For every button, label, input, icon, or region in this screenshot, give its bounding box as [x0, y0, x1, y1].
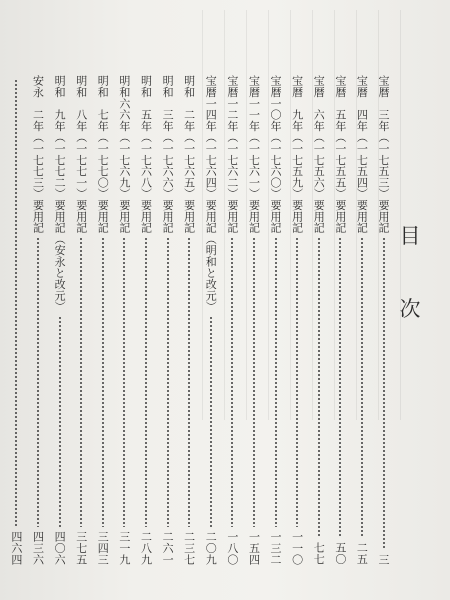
entry-label: 宝暦一一年（一七六一）要用記	[247, 75, 261, 234]
title-char-2: 次	[399, 297, 421, 321]
entry-page-number: 四三六	[31, 530, 45, 565]
toc-entry	[159, 75, 176, 565]
entry-page-number: 一三二	[269, 530, 283, 565]
entry-label: 明和六六年（一七六九）要用記	[117, 75, 131, 234]
toc-entry	[137, 75, 154, 565]
entry-label: 宝暦 五年（一七五五）要用記	[333, 75, 347, 234]
toc-entry	[332, 75, 349, 565]
entry-page-number: 七七	[312, 542, 326, 565]
toc-entry	[289, 75, 306, 565]
entry-page-number: 三一九	[117, 530, 131, 565]
entry-page-number: 三七五	[74, 530, 88, 565]
entry-label: 明和 三年（一七六六）要用記	[161, 75, 175, 234]
dot-leader	[275, 237, 277, 526]
entry-page-number: 二六一	[161, 530, 175, 565]
entry-page-number: 三	[377, 553, 390, 565]
dot-leader	[123, 237, 125, 526]
entry-label: 宝暦 三年（一七五三）要用記	[377, 75, 390, 234]
toc-entry	[310, 75, 327, 565]
entry-page-number: 二五	[355, 542, 369, 565]
entry-page-number: 二八九	[139, 530, 153, 565]
entry-label: 宝暦 六年（一七五六）要用記	[312, 75, 326, 234]
dot-leader	[296, 237, 298, 526]
dot-leader	[102, 237, 104, 526]
dot-leader	[318, 237, 320, 538]
toc-entry	[8, 75, 25, 565]
toc-entry	[353, 75, 370, 565]
dot-leader	[167, 237, 169, 526]
dot-leader	[188, 237, 190, 526]
dot-leader	[80, 237, 82, 526]
entry-label: 宝暦一二年（一七六二）要用記	[225, 75, 239, 234]
dot-leader	[59, 316, 61, 526]
entry-label: 明和 七年（一七七〇）要用記	[96, 75, 110, 234]
toc-entry	[116, 75, 133, 565]
dot-leader	[361, 237, 363, 538]
dot-leader	[383, 237, 385, 549]
dot-leader	[210, 316, 212, 526]
entry-page-number: 一八〇	[225, 530, 239, 565]
entry-label: 安永 二年（一七七三）要用記	[31, 75, 45, 234]
toc-entry	[267, 75, 284, 565]
toc-entry	[202, 75, 219, 565]
toc-entry	[375, 75, 392, 565]
entry-label: 明和 五年（一七六八）要用記	[139, 75, 153, 234]
entry-page-number: 五〇	[333, 542, 347, 565]
toc-entry	[73, 75, 90, 565]
entry-page-number: 三四三	[96, 530, 110, 565]
toc-title	[390, 226, 430, 320]
entry-label: 明和 八年（一七七一）要用記	[74, 75, 88, 234]
toc-entry	[224, 75, 241, 565]
entry-label: 宝暦一四年（一七六四）要用記（明和と改元）	[204, 75, 218, 313]
toc-entry	[51, 75, 68, 565]
dot-leader	[15, 79, 17, 527]
entry-label: 明和 二年（一七六五）要用記	[182, 75, 196, 234]
entry-page-number: 二〇九	[204, 530, 218, 565]
entry-label: 宝暦 四年（一七五四）要用記	[355, 75, 369, 234]
entry-page-number: 四〇六	[53, 530, 67, 565]
dot-leader	[145, 237, 147, 526]
toc-entry	[181, 75, 198, 565]
entry-page-number: 一一〇	[290, 530, 304, 565]
dot-leader	[339, 237, 341, 538]
entry-label: 宝暦 九年（一七五九）要用記	[290, 75, 304, 234]
table-of-contents	[8, 75, 392, 565]
title-char-1: 目	[399, 224, 421, 248]
toc-entry	[30, 75, 47, 565]
entry-label: 宝暦一〇年（一七六〇）要用記	[269, 75, 283, 234]
dot-leader	[253, 237, 255, 526]
toc-entry	[94, 75, 111, 565]
entry-label: 明和 九年（一七七二）要用記（安永と改元）	[53, 75, 67, 313]
dot-leader	[231, 237, 233, 526]
entry-page-number: 四六四	[9, 530, 23, 565]
dot-leader	[37, 237, 39, 526]
toc-entry	[245, 75, 262, 565]
entry-page-number: 一五四	[247, 530, 261, 565]
entry-page-number: 二三七	[182, 530, 196, 565]
